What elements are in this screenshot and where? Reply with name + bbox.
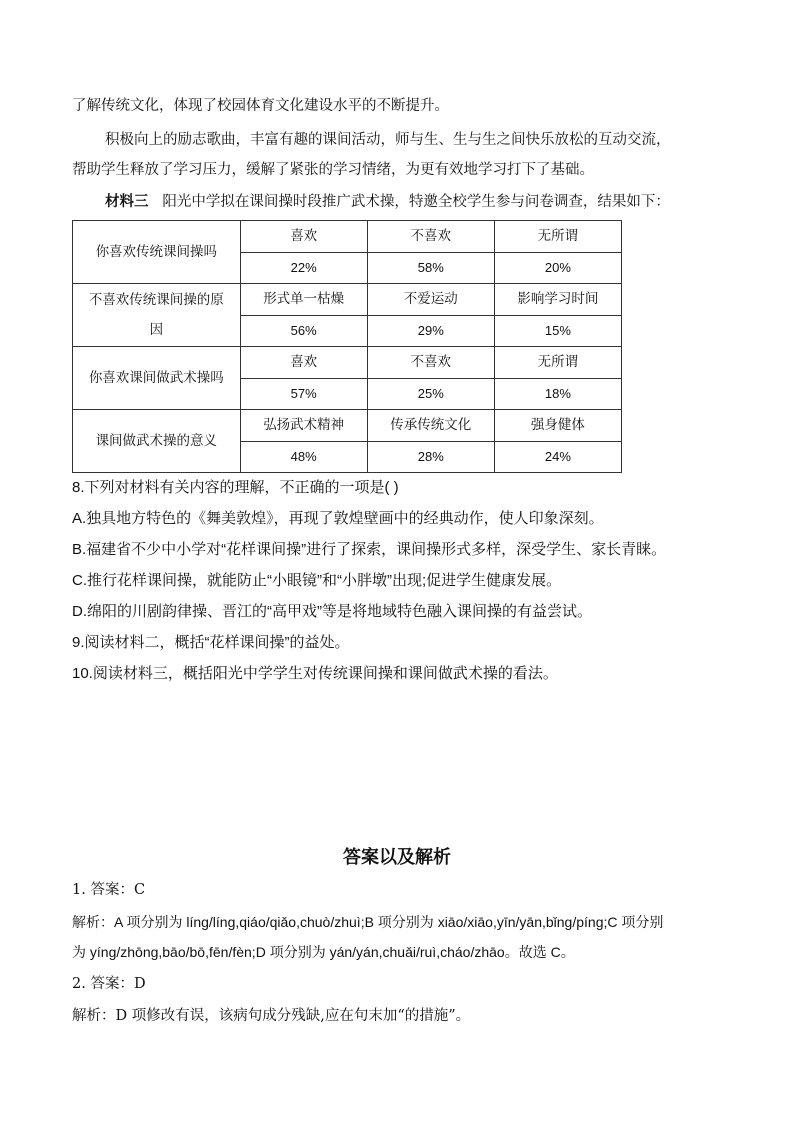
question-8: 8.下列对材料有关内容的理解，不正确的一项是( ) xyxy=(72,479,399,496)
answer-1: 1. 答案：C xyxy=(72,882,146,898)
value-cell: 24% xyxy=(494,441,621,473)
table-row xyxy=(73,284,622,316)
value-cell: 18% xyxy=(494,378,621,410)
question-10: 10.阅读材料三，概括阳光中学学生对传统课间操和课间做武术操的看法。 xyxy=(72,665,558,682)
value-cell: 15% xyxy=(494,315,621,347)
question-line: 因 xyxy=(149,322,164,338)
question-cell: 你喜欢课间做武术操吗 xyxy=(73,347,241,410)
option-cell: 无所谓 xyxy=(494,221,621,253)
intro-line-2: 积极向上的励志歌曲，丰富有趣的课间活动，师与生、生与生之间快乐放松的互动交流， xyxy=(105,132,671,148)
option-cell: 喜欢 xyxy=(240,347,367,379)
option-cell: 不喜欢 xyxy=(367,347,494,379)
answer-1-explanation-line-2: 为 yíng/zhōng,bāo/bō,fēn/fèn;D 项分别为 yán/yán,chuǎi/ruì,cháo/zhāo。故选 C。 xyxy=(72,944,575,960)
value-cell: 48% xyxy=(240,441,367,473)
answer-2: 2. 答案：D xyxy=(72,976,146,992)
option-cell: 弘扬武术精神 xyxy=(240,410,367,442)
option-cell: 无所谓 xyxy=(494,347,621,379)
table-row xyxy=(73,347,622,379)
value-cell: 28% xyxy=(367,441,494,473)
question-8-option-b: B.福建省不少中小学对“花样课间操”进行了探索，课间操形式多样，深受学生、家长青睐。 xyxy=(72,541,667,558)
answer-1-explanation-line-1: 解析：A 项分别为 líng/líng,qiáo/qiǎo,chuò/zhuì;B 项分别为 xiāo/xiāo,yīn/yān,bǐng/píng;C 项分别 xyxy=(72,914,664,930)
value-cell: 22% xyxy=(240,252,367,284)
question-8-option-a: A.独具地方特色的《舞美敦煌》，再现了敦煌壁画中的经典动作，使人印象深刻。 xyxy=(72,510,604,527)
question-cell: 课间做武术操的意义 xyxy=(73,410,241,473)
material-three-intro xyxy=(105,192,670,212)
value-cell: 29% xyxy=(367,315,494,347)
option-cell: 形式单一枯燥 xyxy=(240,284,367,316)
option-cell: 强身健体 xyxy=(494,410,621,442)
answer-2-explanation: 解析：D 项修改有误，该病句成分残缺,应在句末加“的措施”。 xyxy=(72,1008,471,1024)
option-cell: 喜欢 xyxy=(240,221,367,253)
option-cell: 影响学习时间 xyxy=(494,284,621,316)
table-row xyxy=(73,221,622,253)
question-cell: 你喜欢传统课间操吗 xyxy=(73,221,241,284)
answers-heading: 答案以及解析 xyxy=(343,847,451,868)
value-cell: 58% xyxy=(367,252,494,284)
intro-line-1: 了解传统文化，体现了校园体育文化建设水平的不断提升。 xyxy=(72,98,449,114)
question-8-option-d: D.绵阳的川剧韵律操、晋江的“高甲戏”等是将地域特色融入课间操的有益尝试。 xyxy=(72,603,592,620)
option-cell: 传承传统文化 xyxy=(367,410,494,442)
value-cell: 57% xyxy=(240,378,367,410)
material-three-label: 材料三 xyxy=(105,194,149,210)
question-cell xyxy=(73,284,241,347)
value-cell: 56% xyxy=(240,315,367,347)
table-row xyxy=(73,410,622,442)
option-cell: 不爱运动 xyxy=(367,284,494,316)
survey-table xyxy=(72,220,622,473)
question-9: 9.阅读材料二，概括“花样课间操”的益处。 xyxy=(72,634,350,651)
intro-line-3: 帮助学生释放了学习压力，缓解了紧张的学习情绪，为更有效地学习打下了基础。 xyxy=(72,162,594,178)
question-line: 不喜欢传统课间操的原 xyxy=(88,292,224,308)
value-cell: 20% xyxy=(494,252,621,284)
value-cell: 25% xyxy=(367,378,494,410)
question-8-option-c: C.推行花样课间操，就能防止“小眼镜”和“小胖墩”出现;促进学生健康发展。 xyxy=(72,572,562,589)
option-cell: 不喜欢 xyxy=(367,221,494,253)
material-three-text: 阳光中学拟在课间操时段推广武术操，特邀全校学生参与问卷调查，结果如下： xyxy=(162,194,670,210)
